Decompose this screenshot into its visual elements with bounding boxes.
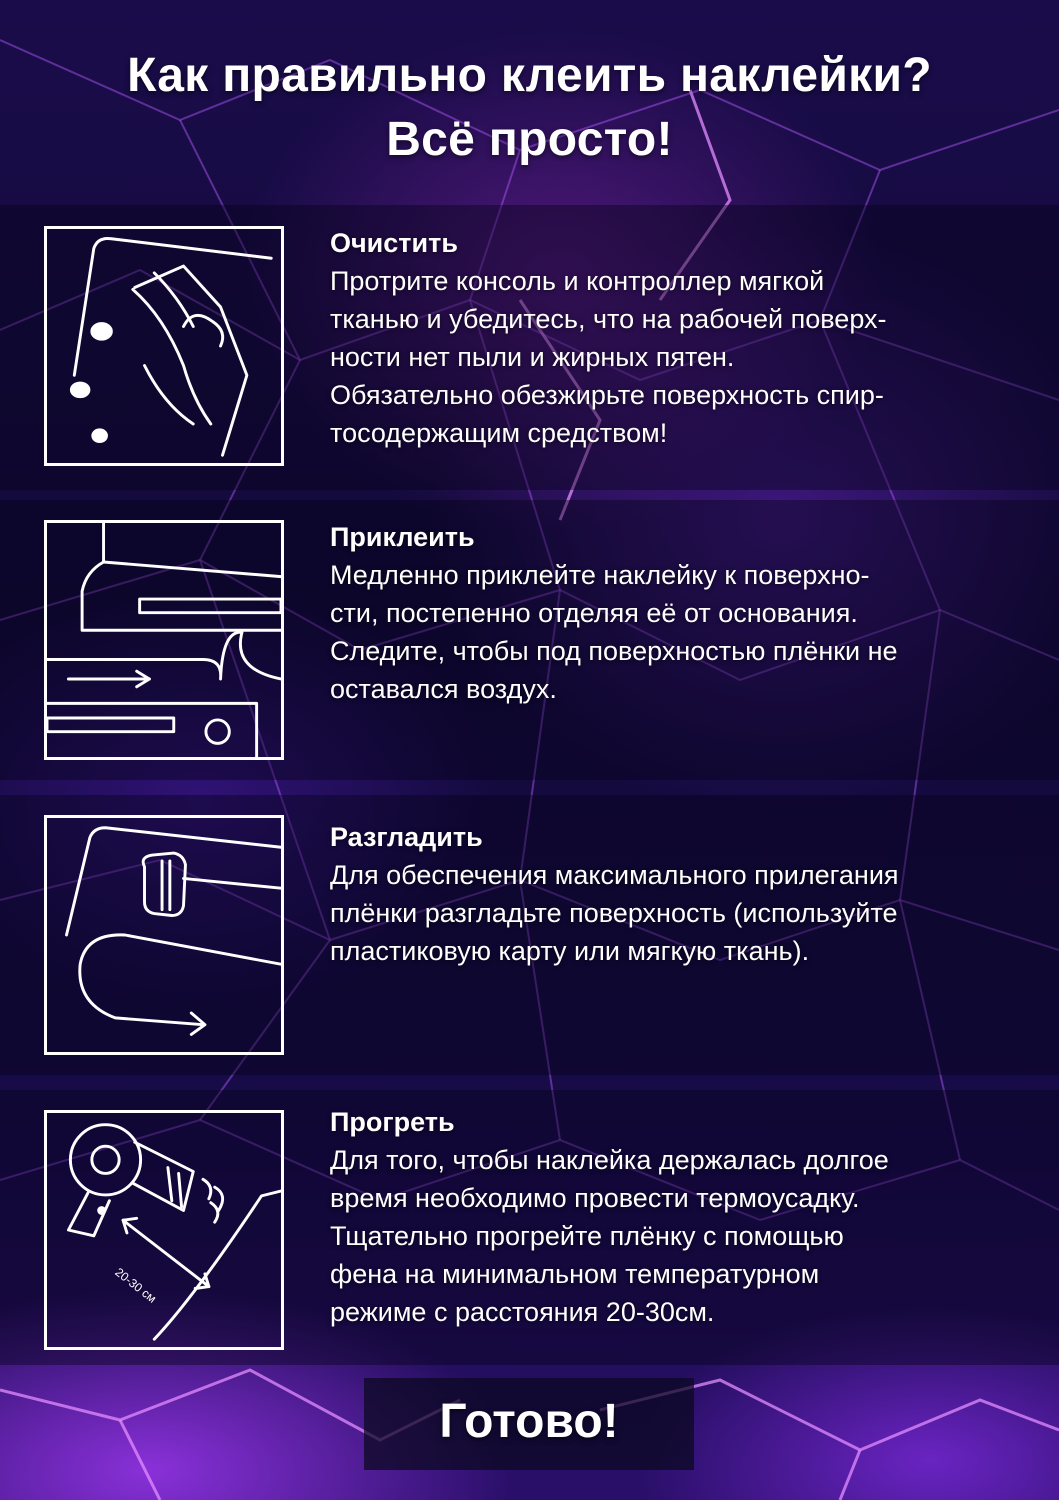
step-heading: Очистить xyxy=(330,228,458,258)
step-description xyxy=(330,1141,1030,1331)
title-line-2: Всё просто! xyxy=(386,113,673,166)
step-line: режиме с расстояния 20-30см. xyxy=(330,1297,715,1327)
step-heading: Прогреть xyxy=(330,1107,455,1137)
step-line: Протрите консоль и контроллер мягкой xyxy=(330,266,825,296)
step-line: Медленно приклейте наклейку к поверхно- xyxy=(330,560,870,590)
distance-label: 20-30 см xyxy=(112,1265,160,1306)
step-line: время необходимо провести термоусадку. xyxy=(330,1183,860,1213)
step-line: сти, постепенно отделяя её от основания. xyxy=(330,598,858,628)
step-line: Тщательно прогрейте плёнку с помощью xyxy=(330,1221,844,1251)
step-line: пластиковую карту или мягкую ткань). xyxy=(330,936,810,966)
step-line: ности нет пыли и жирных пятен. xyxy=(330,342,735,372)
step-line: оставался воздух. xyxy=(330,674,557,704)
step-line: Следите, чтобы под поверхностью плёнки не xyxy=(330,636,898,666)
step-heading: Разгладить xyxy=(330,822,483,852)
step-description xyxy=(330,262,1030,452)
step-line: плёнки разгладьте поверхность (используйте xyxy=(330,898,898,928)
step-heading: Приклеить xyxy=(330,522,475,552)
step-line: тканью и убедитесь, что на рабочей поверх- xyxy=(330,304,887,334)
step-smooth xyxy=(330,820,1030,970)
step-description xyxy=(330,856,1030,970)
step-line: Для того, чтобы наклейка держалась долгое xyxy=(330,1145,889,1175)
hair-dryer-icon xyxy=(44,1110,284,1350)
step-apply xyxy=(330,520,1030,708)
title-line-1: Как правильно клеить наклейки? xyxy=(127,49,932,102)
step-line: тосодержащим средством! xyxy=(330,418,668,448)
step-line: Обязательно обезжирьте поверхность спир- xyxy=(330,380,884,410)
step-description xyxy=(330,556,1030,708)
apply-sticker-icon xyxy=(44,520,284,760)
step-line: фена на минимальном температурном xyxy=(330,1259,820,1289)
page-title xyxy=(0,44,1059,172)
step-clean xyxy=(330,226,1030,452)
cleaning-cloth-icon xyxy=(44,226,284,466)
done-label: Готово! xyxy=(439,1395,619,1448)
step-line: Для обеспечения максимального прилегания xyxy=(330,860,899,890)
smoothing-card-icon xyxy=(44,815,284,1055)
step-heat xyxy=(330,1105,1030,1331)
